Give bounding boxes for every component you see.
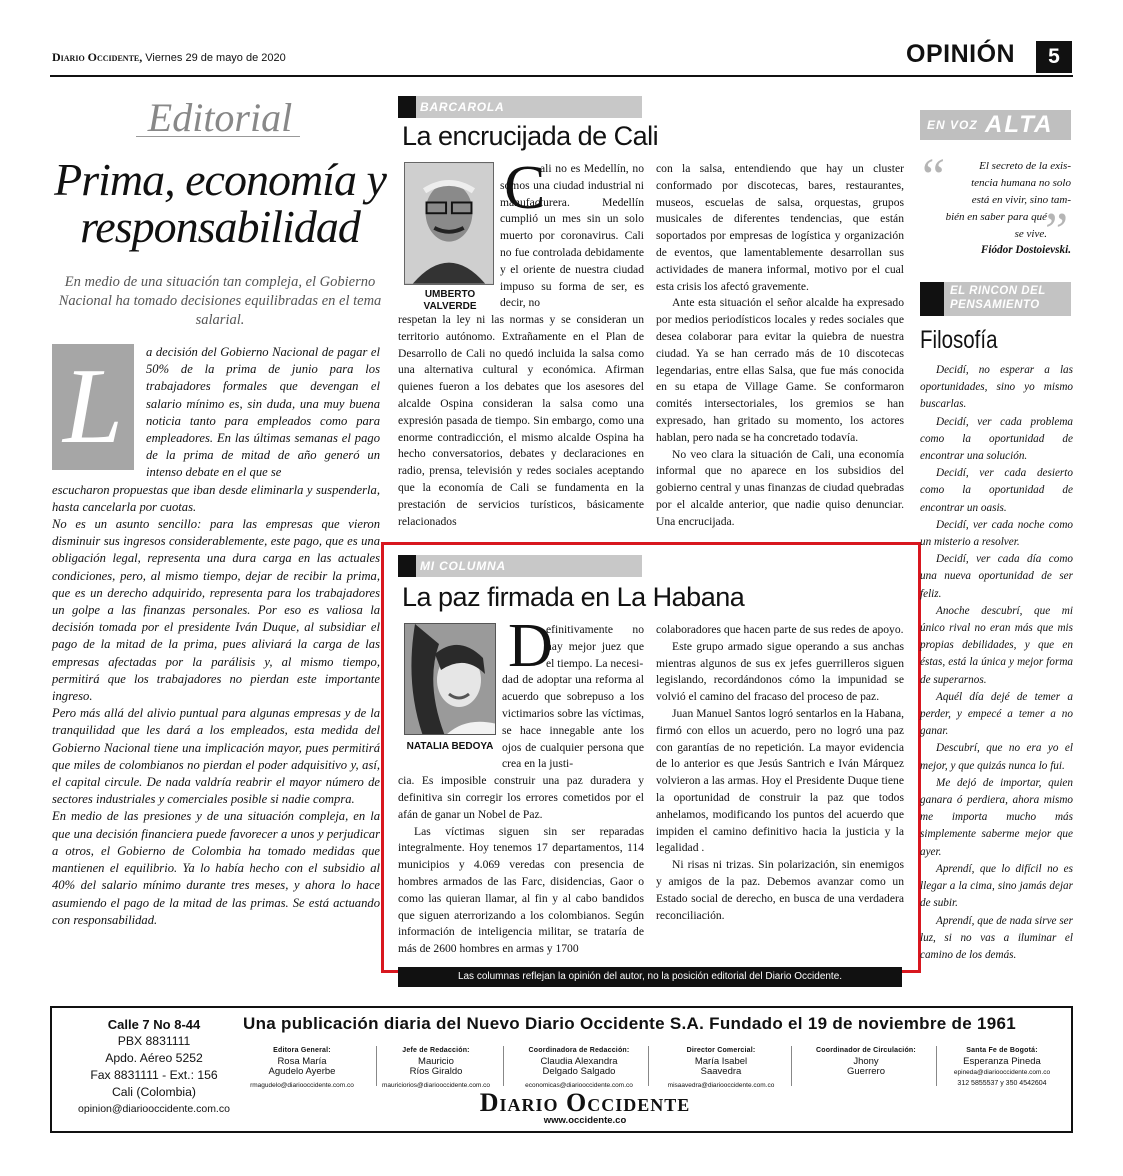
publication-statement: Una publicación diaria del Nuevo Diario Occidente S.A. Fundado el 19 de noviembre de 1961 [243,1014,1017,1033]
staff-name: María Isabel [694,1055,748,1067]
staff-role: Coordinadora de Redacción: [528,1047,630,1054]
address-pbx: PBX 8831111 [117,1034,191,1048]
staff-name: Delgado Salgado [542,1066,616,1077]
editorial-kicker-underline [136,136,300,137]
editorial-kicker: Editorial [147,95,293,140]
quote-line: bién en saber para qué [945,211,1047,223]
disclaimer-bar: Las columnas reflejan la opinión del autor, no la posición editorial del Diario Occidente. [398,967,902,987]
staff-entry [505,1046,653,1091]
micolumna-column-2 [656,622,904,924]
rincon-title: Filosofía [920,326,998,354]
quote-text [920,158,1071,243]
staff-email[interactable]: mauriciorios@diariooccidente.com.co [381,1081,491,1089]
staff-name: Claudia Alexandra [540,1055,618,1067]
staff-name: Ríos Giraldo [409,1066,463,1077]
staff-email[interactable]: economicas@diariooccidente.com.co [525,1081,633,1089]
address-apdo: Apdo. Aéreo 5252 [105,1051,203,1065]
section-title: OPINIÓN [906,40,1016,68]
micolumna-paragraph: cia. Es imposible construir una paz duradera y definitiva sin corregir los errores cometidos por el afán de ganar un Nobel de Paz. [398,774,644,821]
staff-entry [647,1046,795,1091]
barcarola-kicker-label: BARCAROLA [420,100,505,114]
micolumna-lead: dad de adoptar una reforma al acuerdo que sobrepuso a los victimarios sobre las víctimas, se hace innegable ante los ojos de cualquier persona que crea en la justi- [502,673,644,771]
website-link[interactable]: www.occidente.co [543,1115,627,1126]
kicker-block [398,555,416,577]
micolumna-author: NATALIA BEDOYA [406,741,494,752]
staff-divider [503,1046,504,1086]
barcarola-kicker [398,96,642,118]
staff-name: Esperanza Pineda [963,1055,1041,1067]
barcarola-headline: La encrucijada de Cali [402,121,659,151]
staff-entry [932,1046,1072,1089]
staff-role: Santa Fe de Bogotá: [966,1047,1038,1054]
micolumna-paragraph: Las víctimas siguen sin ser reparadas integralmente. Hoy tenemos 17 departamentos, 114 municipios y 4.069 veredas con presencia de hombres armados de las Farc, disidencias, Gaor o como las quieran llamar, al fin y al cabo bandidos que siguen aterrorizando a los colombianos. Según información de inteligencia militar, se trataría de más de 2600 hombres en armas y 1700 [398,824,644,956]
header-date-line [52,50,286,65]
header-date: Viernes 29 de mayo de 2020 [142,52,286,64]
en-voz-alta-word: ALTA [985,111,1054,138]
open-quote-icon: “ [922,149,946,206]
staff-name: Agudelo Ayerbe [268,1066,336,1077]
editorial-lead: a decisión del Gobierno Nacional de pagar el 50% de la prima de junio para los trabajadores formales que devengan el salario mínimo es, sin duda, una muy buena noticia tanto para empleados como para empleadores. En las últimas semanas el pago de la prima de mitad de año generó un intenso debate en el que se [146,345,380,480]
rincon-paragraph: Decidí, ver cada problema como la oportunidad de encontrar una solución. [920,415,1073,463]
address-email[interactable]: opinion@diariooccidente.com.co [78,1103,230,1115]
rincon-paragraph: Aprendí, que lo difícil no es llegar a la cima, sino jamás dejar de subir. [920,862,1073,910]
barcarola-paragraph: Ante esta situación el señor alcalde ha expresado por medios periodísticos locales y redes sociales que desea colaborar para evitar la quiebra de nuestra ciudad. Ya se han cerrado más de 10 discotecas legendarias, entre ellas Salsa, que fue más conocida en su etapa de Village Game. Se conformaron comités intersectoriales, los gremios se han expresado, han gritado su momento, los actores hablan, pero nada se ha concretado todavía. [656,296,904,444]
staff-name: Jhony [853,1055,879,1067]
rincon-paragraph: Aquél día dejé de temer a perder, y empecé a temer a no ganar. [920,690,1073,738]
author-portrait-icon [405,163,493,284]
header-paper-name: Diario Occidente, [52,50,143,64]
staff-email[interactable]: misaavedra@diariooccidente.com.co [667,1081,775,1089]
barcarola-lead: ali no es Medellín, no somos una ciudad industrial ni manufacturera. Medellín cumplió un mes sin un solo muerto por coronavirus. Cali no fue controlada debidamente y el oriente de nuestra ciudad impuso su forma de ser, es decir, no [500,162,644,310]
micolumna-column-1 [398,622,644,958]
staff-name: Rosa María [277,1055,327,1067]
editorial-paragraph: escucharon propuestas que iban desde eliminarla y suspenderla, hasta cancelarla por cuotas. [52,482,380,514]
address-city: Cali (Colombia) [112,1085,196,1099]
barcarola-paragraph: con la salsa, entendiendo que hay un cluster conformado por discotecas, bares, restaurantes, museos, escuelas de salsa, orquestas, grupos musicales de diferentes tendencias, que están soportados por empresas de logística y organización de eventos, que lamentablemente desarrollan sus actividades de manera informal, motivo por el cual esta crisis los afectó gravemente. [656,162,904,293]
header-rule [50,75,1073,77]
quote-author: Fiódor Dostoievski. [980,244,1071,256]
barcarola-paragraph: No veo clara la situación de Cali, una economía informal que no aparece en los subsidios del gobierno central y unas finanzas de ciudad quebradas por el alcalde anterior, que nadie quiso denunciar. Una encrucijada. [656,447,904,528]
micolumna-kicker-label: MI COLUMNA [420,559,506,573]
quote-line: se vive. [1014,228,1047,240]
quote-line: tencia humana no solo [971,177,1071,189]
address-fax: Fax 8831111 - Ext.: 156 [90,1068,218,1082]
micolumna-lead: efinitivamente no hay mejor juez que el tiempo. La necesi- [546,623,644,670]
barcarola-author: UMBERTO VALVERDE [423,289,477,312]
quote-line: El secreto de la exis- [979,160,1071,172]
dropcap-spacer [500,171,540,172]
editorial-paragraph: Pero más allá del alivio puntual para algunas empresas y de la tranquilidad que les dará a los empleados, esta medida del Gobierno Nacional tiene una implicación mayor, pues permitirá que miles de colombianos no pierdan el poder adquisitivo y, así, el capital circule. De nada valdría reabrir el mayor número de sectores industriales y comerciales posible si nadie compra. [52,706,380,807]
barcarola-paragraph: respetan la ley ni las normas y se consideran un territorio autónomo. Extrañamente en el Plan de Desarrollo de Cali no quedó incluida la salsa como una alternativa cultural y económica. Afirman quienes fueron a los debates que los asesores del alcalde Ospina consideran la salsa como una expresión pasada de tiempo. Sin embargo, como una enorme contradicción, el mismo alcalde Ospina ha hecho conversatorios, debates y declaraciones en radio, prensa, televisión y redes sociales aceptando que la economía de Cali se fundamenta en la prestación de servicios turísticos, básicamente relacionados [398,313,644,528]
micolumna-paragraph: Ni risas ni trizas. Sin polarización, sin enemigos y amigos de la paz. Debemos avanzar como un Estado social de derecho, en busca de una verdadera reconciliación. [656,858,904,922]
staff-phone: 312 5855537 y 350 4542604 [957,1079,1047,1087]
rincon-paragraph: Decidí, no esperar a las oportunidades, sino yo mismo buscarlas. [920,364,1073,411]
address-street: Calle 7 No 8-44 [107,1017,201,1032]
rincon-paragraph: Decidí, ver cada desierto como la oportunidad de encontrar un oasis. [920,467,1073,514]
author-photo-umberto [404,162,494,285]
micolumna-dropcap: D [508,612,553,680]
rincon-paragraph: Decidí, ver cada noche como un misterio a resolver. [920,518,1073,549]
staff-role: Director Comercial: [686,1047,756,1054]
micolumna-headline: La paz firmada en La Habana [402,582,745,612]
quote-line: está en vivir, sino tam- [971,194,1071,206]
barcarola-column-1 [500,161,644,312]
rincon-paragraph: Me dejó de importar, quien ganara ó perdiera, ahora mismo me importa mucho más simplemente saberme mejor que ayer. [920,776,1073,858]
micolumna-paragraph: Este grupo armado sigue operando a sus anchas mientras algunos de sus ex jefes guerrilleros siguen legislando, recordándonos cómo la impunidad se volvió el camino del fracaso del proceso de paz. [656,639,904,704]
staff-role: Coordinador de Circulación: [816,1047,916,1054]
staff-name: Mauricio [418,1055,454,1067]
staff-name: Guerrero [846,1066,885,1077]
barcarola-dropcap: C [504,154,546,222]
rincon-body [920,362,1073,964]
en-voz-alta-label: EN VOZ [927,118,978,132]
staff-role: Jefe de Redacción: [402,1047,470,1054]
editorial-paragraph: No es un asunto sencillo: para las empresas que vieron disminuir sus ingresos considerablemente, este pago, que es una obligación legal, representa una dura carga en las actuales condiciones, pero, al mismo tiempo, dejar de recibir la prima, que es un derecho adquirido, representa para los trabajadores un golpe a las finanzas personales. Por eso es valiosa la decisión tomada por el presidente Iván Duque, al subsidiar el pago de la mitad de la prima, pues aliviará la carga de las empresas afectadas por la parálisis y, al mismo tiempo, permitirá que los trabajadores no pierdan este importante ingreso. [52,517,380,704]
staff-entry [228,1046,376,1091]
rincon-paragraph: Anoche descubrí, que mi único rival no eran más que mis propias debilidades, y que en éstas, está la única y mejor forma de superarnos. [920,604,1073,686]
page-number: 5 [1036,41,1072,73]
rincon-paragraph: Descubrí, que no era yo el mejor, y que quizás nunca lo fui. [920,742,1073,772]
barcarola-column-1-wide [398,312,644,542]
barcarola-column-2 [656,161,904,531]
rincon-paragraph: Aprendí, que de nada sirve ser luz, si no vas a iluminar el camino de los demás. [920,914,1073,961]
editorial-paragraph: En medio de las presiones y de una situación compleja, en la que una decisión financiera puede favorecer a unos y perjudicar a otros, el Gobierno de Colombia ha tomado medidas que mantienen el equilibrio. Ya lo había hecho con el subsidio al 40% del salario mínimo durante tres meses, y ahora lo hace asumiendo el pago de la mitad de las primas. Se está actuando con responsabilidad. [52,809,380,927]
staff-role: Editora General: [273,1047,331,1054]
staff-entry [792,1046,940,1078]
kicker-block [920,282,944,316]
staff-entry [362,1046,510,1091]
micolumna-paragraph: Juan Manuel Santos logró sentarlos en la Habana, firmó con ellos un acuerdo, pero no logró una paz con garantías de no repetición. La mayor evidencia de lo anterior es que Jesús Santrich e Iván Márquez volvieron a las armas. Hoy el Presidente Duque tiene la oportunidad de construir la paz que todos anhelamos, modificando los puntos del acuerdo que impiden el camino definitivo hacia la justicia y la legalidad . [656,706,904,855]
staff-email[interactable]: epineda@diariooccidente.com.co [953,1069,1051,1076]
kicker-block [398,96,416,118]
rincon-paragraph: Decidí, ver cada día como una nueva oportunidad de ser feliz. [920,553,1073,600]
editorial-dropcap: L [52,344,134,470]
rincon-label: EL RINCON DEL PENSAMIENTO [950,285,1046,311]
staff-email[interactable]: rmagudelo@diariooccidente.com.co [250,1081,354,1089]
editorial-headline: Prima, economía y responsabilidad [54,154,386,252]
micolumna-paragraph: colaboradores que hacen parte de sus redes de apoyo. [656,623,904,636]
close-quote-icon: ” [1045,203,1069,260]
micolumna-kicker [398,555,642,577]
masthead-address [54,1016,254,1118]
staff-name: Saavedra [700,1066,742,1077]
diario-occidente-logo: Diario Occidente [479,1088,691,1117]
editorial-subtitle: En medio de una situación tan compleja, el Gobierno Nacional ha tomado decisiones equilibradas en el tema salarial. [58,274,382,328]
